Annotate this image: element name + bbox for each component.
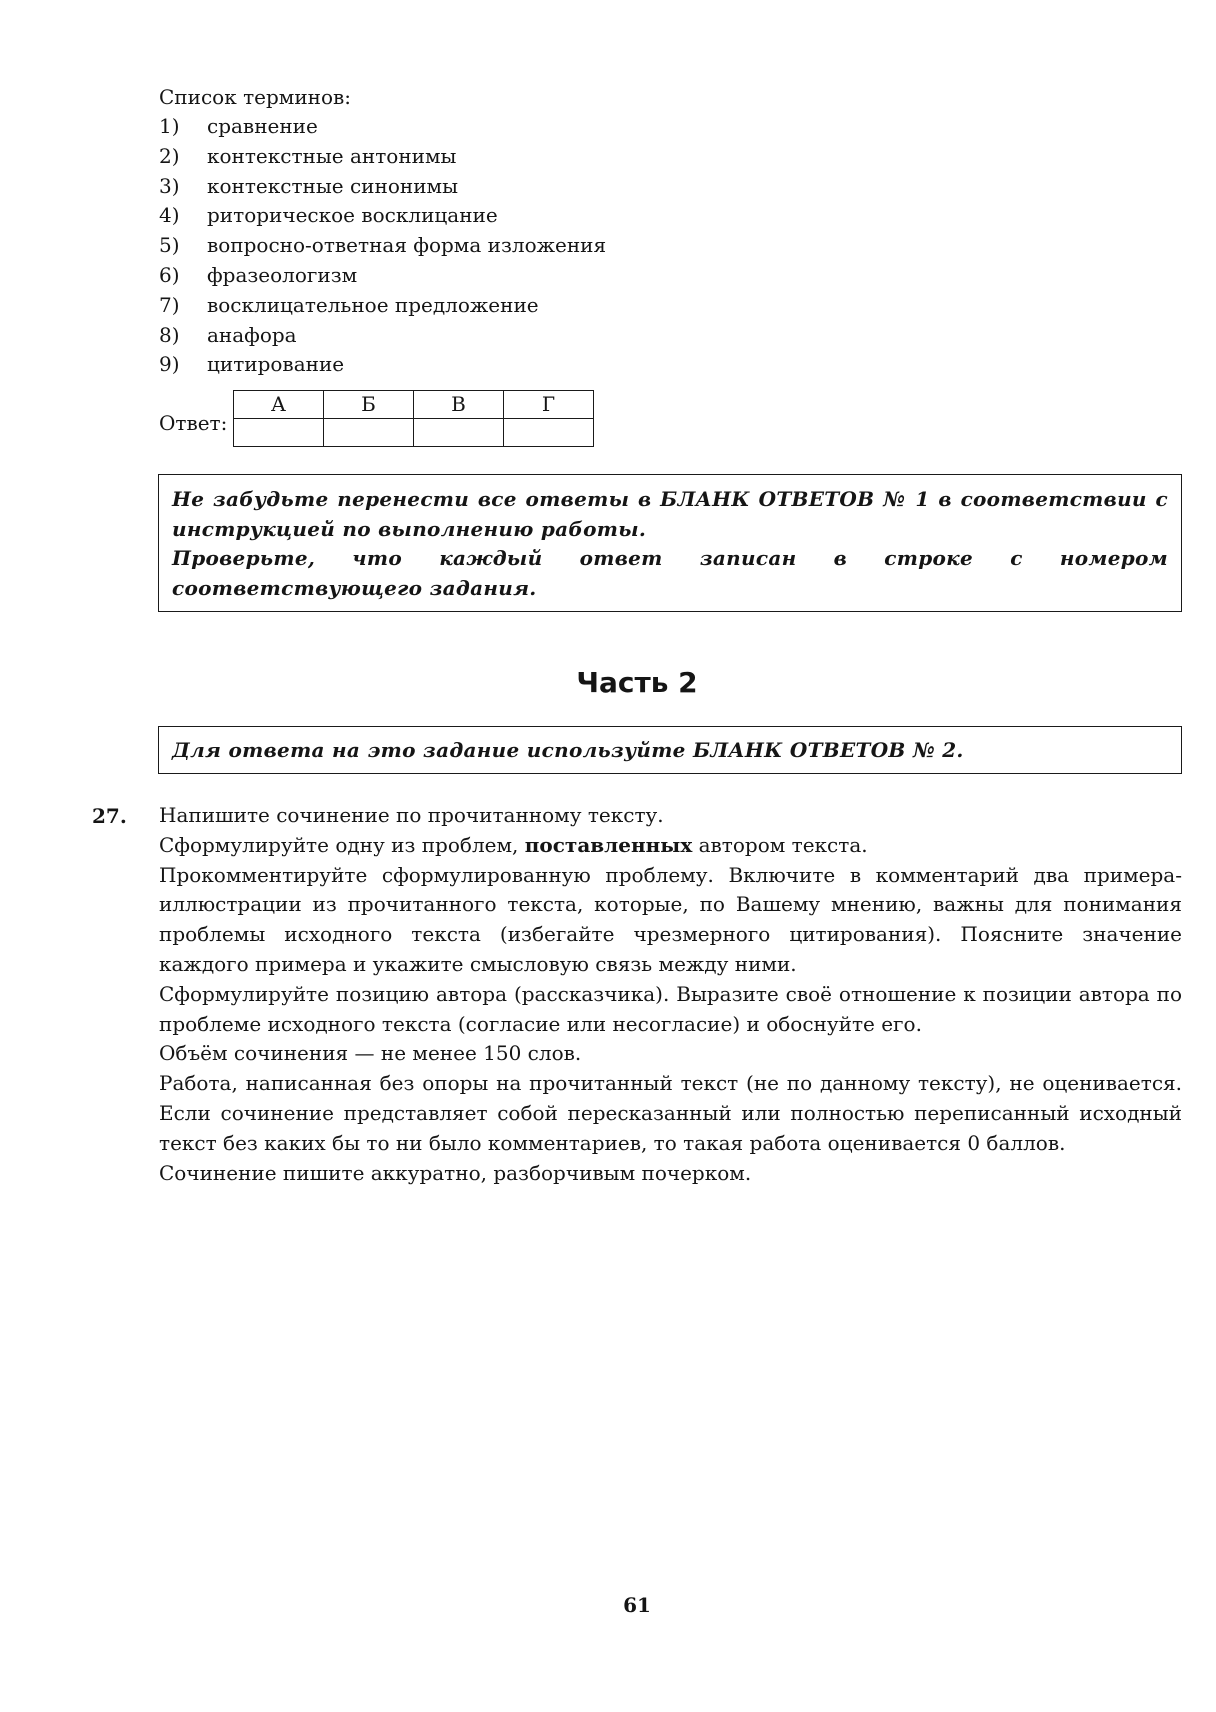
answer-cell-v[interactable] — [414, 419, 504, 447]
term-item — [159, 291, 606, 321]
task-number: 27. — [92, 804, 127, 828]
answer-column-header: В — [414, 391, 504, 419]
page-number: 61 — [623, 1593, 651, 1617]
task-paragraph: Объём сочинения — не менее 150 слов. — [159, 1041, 582, 1066]
answer-column-header: Г — [504, 391, 594, 419]
notice-line-transfer: Не забудьте перенести все ответы в БЛАНК ОТВЕТОВ № 1 в соответствии с инструкцией по выполнению работы. — [172, 487, 1168, 541]
task-paragraph: Сформулируйте одну из проблем, поставленных автором текста. — [159, 832, 868, 857]
term-text: сравнение — [207, 114, 318, 138]
term-number: 3) — [159, 173, 180, 198]
answer-header-row — [234, 391, 594, 419]
term-number: 1) — [159, 114, 180, 138]
task-paragraph: Прокомментируйте сформулированную проблему. Включите в комментарий два примера-иллюстрации из прочитанного текста, которые, по Вашему мнению, важны для понимания проблемы исходного текста (избегайте чрезмерного цитирования). Поясните значение каждого примера и укажите смысловую связь между ними. — [159, 862, 1182, 976]
term-text: вопросно-ответная форма изложения — [207, 233, 607, 258]
answer-column-header: Б — [324, 391, 414, 419]
term-number: 2) — [159, 143, 180, 168]
term-text: анафора — [207, 322, 297, 347]
term-item — [159, 350, 606, 380]
term-item — [159, 261, 606, 291]
transfer-answers-notice — [158, 474, 1182, 612]
answer-column-header: А — [234, 391, 324, 419]
task-paragraph: Сформулируйте позицию автора (рассказчика). Выразите своё отношение к позиции автора по проблеме исходного текста (согласие или несогласие) и обоснуйте его. — [159, 981, 1182, 1036]
terms-list-title: Список терминов: — [159, 85, 352, 109]
term-item — [159, 112, 606, 142]
answer-table — [233, 390, 594, 447]
part-title: Часть 2 — [576, 666, 698, 699]
term-text: цитирование — [207, 352, 345, 377]
term-number: 4) — [159, 203, 180, 228]
term-text: контекстные синонимы — [207, 173, 459, 198]
task-instructions — [159, 801, 1182, 1188]
answer-cell-b[interactable] — [324, 419, 414, 447]
term-item — [159, 201, 606, 231]
term-item — [159, 231, 606, 261]
term-item — [159, 142, 606, 172]
term-item — [159, 321, 606, 351]
term-text: риторическое восклицание — [207, 203, 498, 228]
term-text: восклицательное предложение — [207, 292, 539, 317]
answer-cell-a[interactable] — [234, 419, 324, 447]
emphasized-word: поставленных — [524, 832, 693, 857]
answer-input-row — [234, 419, 594, 447]
terms-list — [159, 112, 606, 380]
task-paragraph: Сочинение пишите аккуратно, разборчивым почерком. — [159, 1160, 752, 1185]
answer-form-notice: Для ответа на это задание используйте БЛАНК ОТВЕТОВ № 2. — [158, 726, 1182, 774]
task-paragraph: Напишите сочинение по прочитанному тексту. — [159, 803, 664, 827]
answer-cell-g[interactable] — [504, 419, 594, 447]
task-paragraph: Работа, написанная без опоры на прочитанный текст (не по данному тексту), не оценивается. Если сочинение представляет собой пересказанный или полностью переписанный исходный текст без каких бы то ни было комментариев, то такая работа оценивается 0 баллов. — [159, 1071, 1182, 1155]
term-number: 6) — [159, 262, 180, 287]
answer-label: Ответ: — [159, 411, 228, 435]
term-number: 7) — [159, 292, 180, 317]
term-number: 9) — [159, 352, 180, 377]
term-text: контекстные антонимы — [207, 143, 457, 168]
notice-line-check: Проверьте, что каждый ответ записан в строке с номером соответствующего задания. — [172, 546, 1168, 600]
term-text: фразеологизм — [207, 262, 358, 287]
term-number: 8) — [159, 322, 180, 347]
term-item — [159, 172, 606, 202]
term-number: 5) — [159, 233, 180, 258]
